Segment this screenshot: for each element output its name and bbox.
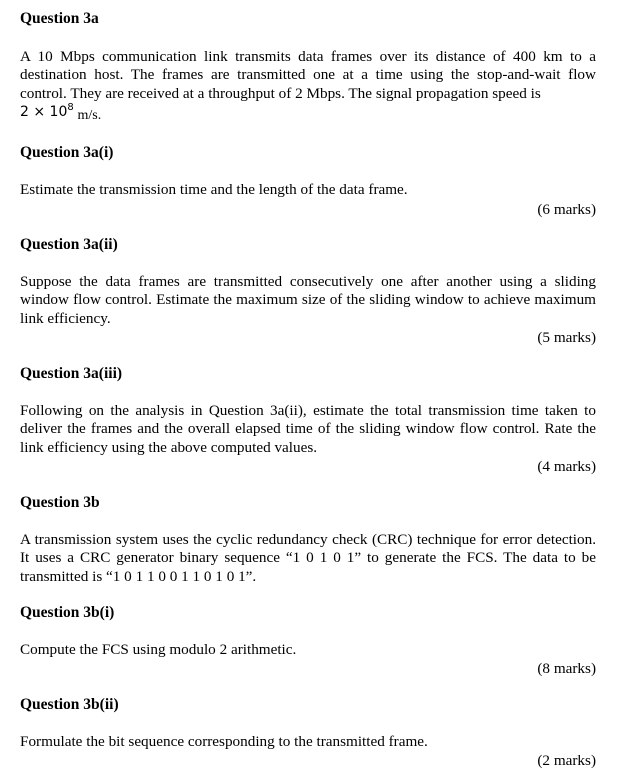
propagation-speed-base: 2 × 10 bbox=[20, 104, 68, 121]
propagation-speed-exponent: 8 bbox=[67, 102, 74, 114]
question-3b-body: A transmission system uses the cyclic redundancy check (CRC) technique for error detection. It uses a CRC generator binary sequence “1 0 1 0 1” to generate the FCS. The data to be transmitted is “1 0 1 1 0 0 1 1 0 1 0 1”. bbox=[20, 531, 596, 585]
question-3a-ii-marks: (5 marks) bbox=[537, 329, 596, 346]
question-3a-iii-heading: Question 3a(iii) bbox=[20, 365, 123, 382]
question-3b-heading: Question 3b bbox=[20, 494, 100, 511]
question-3a-text bbox=[20, 48, 596, 123]
propagation-speed-unit: m/s. bbox=[77, 108, 102, 124]
question-3b-i-heading: Question 3b(i) bbox=[20, 604, 115, 621]
question-3a-body: A 10 Mbps communication link transmits data frames over its distance of 400 km to a destination host. The frames are transmitted one at a time using the stop-and-wait flow control. They are received at a throughput of 2 Mbps. The signal propagation speed is bbox=[20, 48, 596, 102]
question-3a-i-body: Estimate the transmission time and the length of the data frame. bbox=[20, 181, 408, 198]
question-3a-iii-marks: (4 marks) bbox=[537, 458, 596, 475]
question-3a-iii-body: Following on the analysis in Question 3a(ii), estimate the total transmission time taken to deliver the frames and the overall elapsed time of the sliding window flow control. Rate the link efficiency using the above computed values. bbox=[20, 402, 596, 456]
question-3b-ii-heading: Question 3b(ii) bbox=[20, 696, 119, 713]
question-3b-i-marks: (8 marks) bbox=[537, 660, 596, 677]
question-3b-ii-marks: (2 marks) bbox=[537, 752, 596, 769]
question-3a-heading: Question 3a bbox=[20, 10, 99, 27]
question-3a-ii-body: Suppose the data frames are transmitted consecutively one after another using a sliding window flow control. Estimate the maximum size of the sliding window to achieve maximum link efficiency. bbox=[20, 273, 596, 327]
question-3b-i-body: Compute the FCS using modulo 2 arithmetic. bbox=[20, 641, 297, 658]
question-3a-i-marks: (6 marks) bbox=[537, 201, 596, 218]
question-3a-i-heading: Question 3a(i) bbox=[20, 144, 114, 161]
question-3b-ii-body: Formulate the bit sequence corresponding to the transmitted frame. bbox=[20, 733, 428, 750]
question-3a-ii-heading: Question 3a(ii) bbox=[20, 236, 118, 253]
propagation-speed-value bbox=[20, 104, 74, 120]
